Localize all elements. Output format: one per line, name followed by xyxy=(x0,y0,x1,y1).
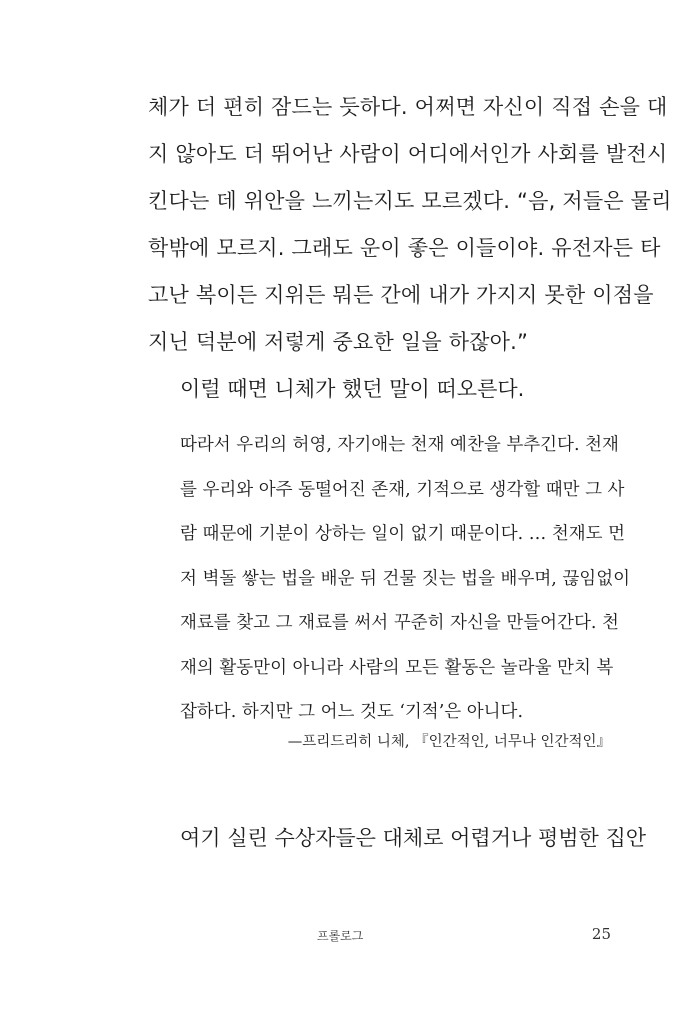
quote-line: 저 벽돌 쌓는 법을 배운 뒤 건물 짓는 법을 배우며, 끊임없이 xyxy=(180,569,631,589)
running-footer-title: 프롤로그 xyxy=(317,929,364,943)
paragraph-line: 킨다는 데 위안을 느끼는지도 모르겠다. “음, 저들은 물리 xyxy=(148,189,672,213)
paragraph-line: 지 않아도 더 뛰어난 사람이 어디에서인가 사회를 발전시 xyxy=(148,142,668,166)
paragraph-line: 학밖에 모르지. 그래도 운이 좋은 이들이야. 유전자든 타 xyxy=(148,236,661,260)
intro-line: 이럴 때면 니체가 했던 말이 떠오른다. xyxy=(180,377,525,401)
paragraph-line: 체가 더 편히 잠드는 듯하다. 어쩌면 자신이 직접 손을 대 xyxy=(148,95,668,119)
quote-line: 람 때문에 기분이 상하는 일이 없기 때문이다. … 천재도 먼 xyxy=(180,524,626,544)
quote-line: 잡하다. 하지만 그 어느 것도 ‘기적’은 아니다. xyxy=(180,702,524,722)
quote-attribution: —프리드리히 니체, 『인간적인, 너무나 인간적인』 xyxy=(287,734,611,750)
closing-line: 여기 실린 수상자들은 대체로 어렵거나 평범한 집안 xyxy=(180,826,647,850)
page-number: 25 xyxy=(591,925,611,943)
quote-line: 를 우리와 아주 동떨어진 존재, 기적으로 생각할 때만 그 사 xyxy=(180,480,625,500)
paragraph-line: 고난 복이든 지위든 뭐든 간에 내가 가지지 못한 이점을 xyxy=(148,283,654,307)
quote-line: 재료를 찾고 그 재료를 써서 꾸준히 자신을 만들어간다. 천 xyxy=(180,613,619,633)
paragraph-line: 지닌 덕분에 저렇게 중요한 일을 하잖아.” xyxy=(148,330,529,354)
quote-line: 따라서 우리의 허영, 자기애는 천재 예찬을 부추긴다. 천재 xyxy=(180,435,619,455)
quote-line: 재의 활동만이 아니라 사람의 모든 활동은 놀라울 만치 복 xyxy=(180,658,614,678)
